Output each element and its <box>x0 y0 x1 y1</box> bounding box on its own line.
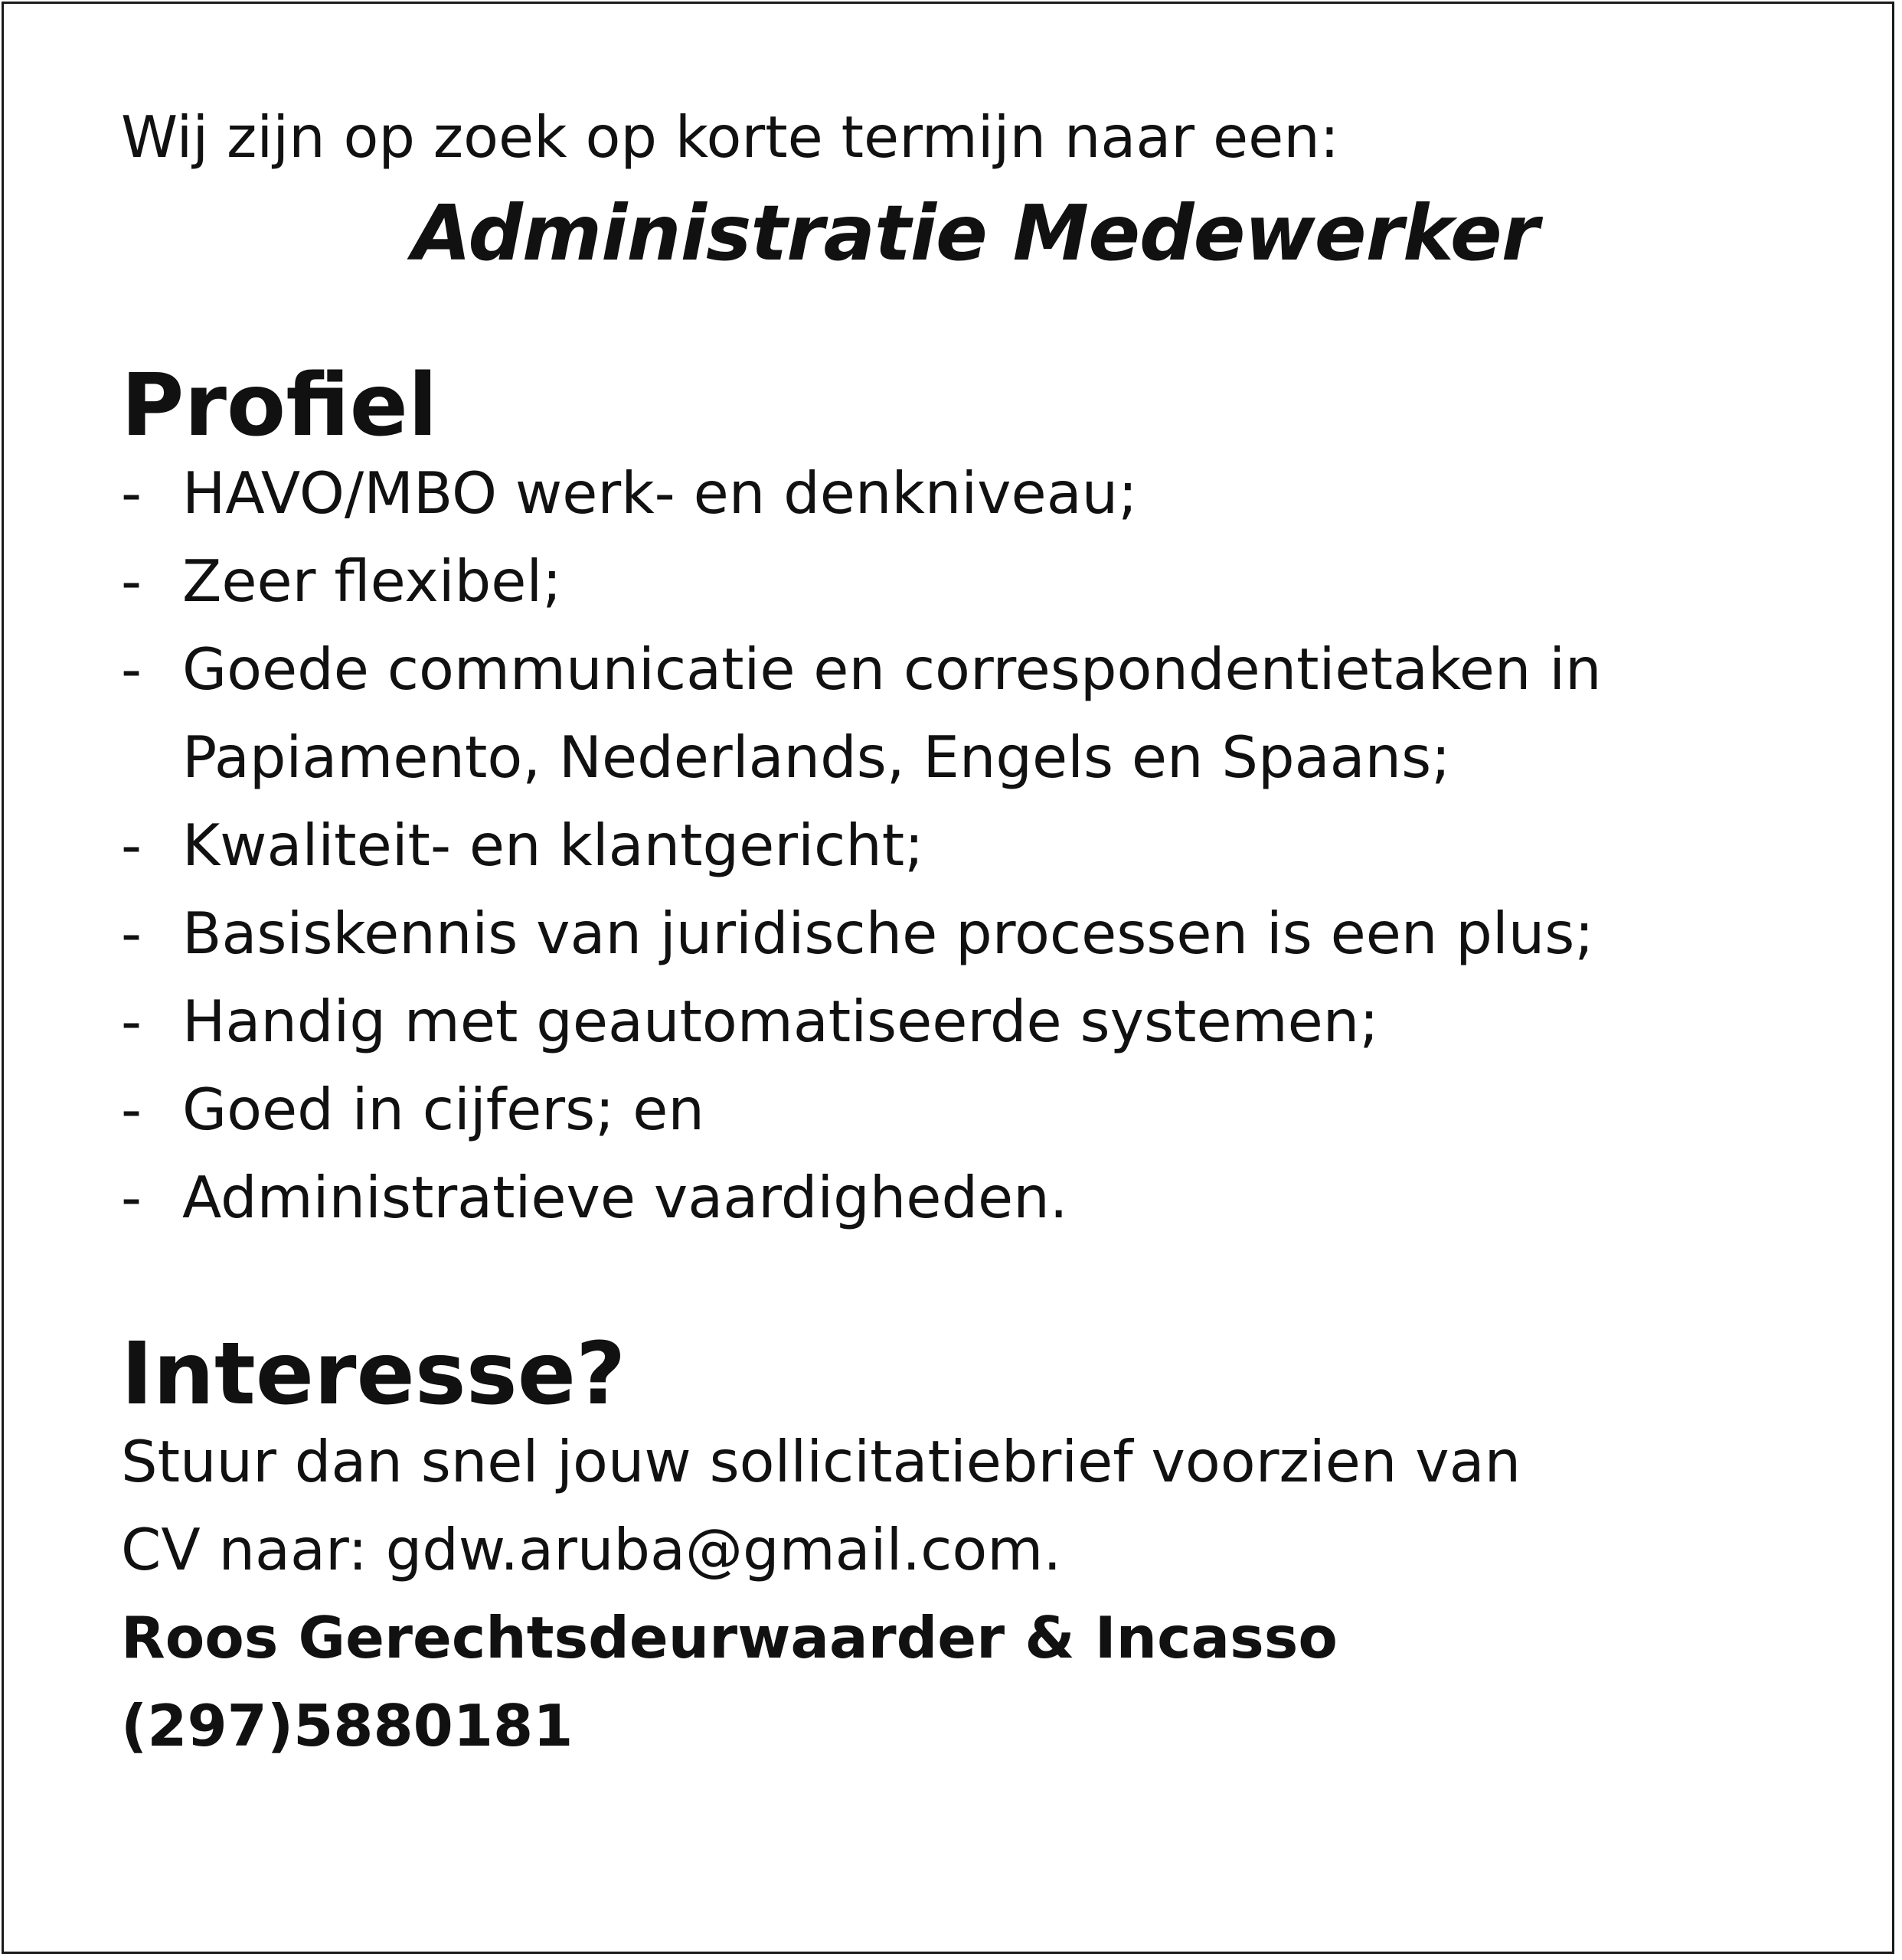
company-phone: (297)5880181 <box>121 1692 574 1759</box>
bullet-dash: - <box>121 635 142 703</box>
requirements-list <box>121 449 1821 1242</box>
list-item <box>121 626 1821 802</box>
interest-heading: Interesse? <box>121 1324 626 1424</box>
bullet-dash: - <box>121 1076 142 1143</box>
bullet-dash: - <box>121 459 142 527</box>
list-item <box>121 802 1821 890</box>
list-item <box>121 978 1821 1066</box>
list-item <box>121 1066 1821 1154</box>
list-item-text: Goede communicatie en correspondentietaken in Papiamento, Nederlands, Engels en Spaans; <box>182 635 1602 791</box>
company-name: Roos Gerechtsdeurwaarder & Incasso <box>121 1604 1338 1671</box>
job-ad <box>121 93 1821 1770</box>
list-item <box>121 537 1821 626</box>
list-item-text: Basiskennis van juridische processen is een plus; <box>182 900 1594 967</box>
intro-text: Wij zijn op zoek op korte termijn naar een: <box>121 103 1340 171</box>
list-item-text: Goed in cijfers; en <box>182 1076 704 1143</box>
list-item <box>121 1154 1821 1242</box>
bullet-dash: - <box>121 988 142 1055</box>
list-item <box>121 890 1821 978</box>
interest-text: Stuur dan snel jouw sollicitatiebrief voorzien van CV naar: gdw.aruba@gmail.com. <box>121 1428 1521 1583</box>
list-item-text: Kwaliteit- en klantgericht; <box>182 812 924 879</box>
bullet-dash: - <box>121 1164 142 1231</box>
list-item-text: HAVO/MBO werk- en denkniveau; <box>182 459 1138 527</box>
job-title: Administratie Medewerker <box>412 188 1539 278</box>
list-item-text: Administratieve vaardigheden. <box>182 1164 1068 1231</box>
list-item <box>121 449 1821 537</box>
bullet-dash: - <box>121 812 142 879</box>
bullet-dash: - <box>121 547 142 615</box>
profile-heading: Profiel <box>121 355 438 456</box>
bullet-dash: - <box>121 900 142 967</box>
list-item-text: Handig met geautomatiseerde systemen; <box>182 988 1379 1055</box>
list-item-text: Zeer flexibel; <box>182 547 562 615</box>
